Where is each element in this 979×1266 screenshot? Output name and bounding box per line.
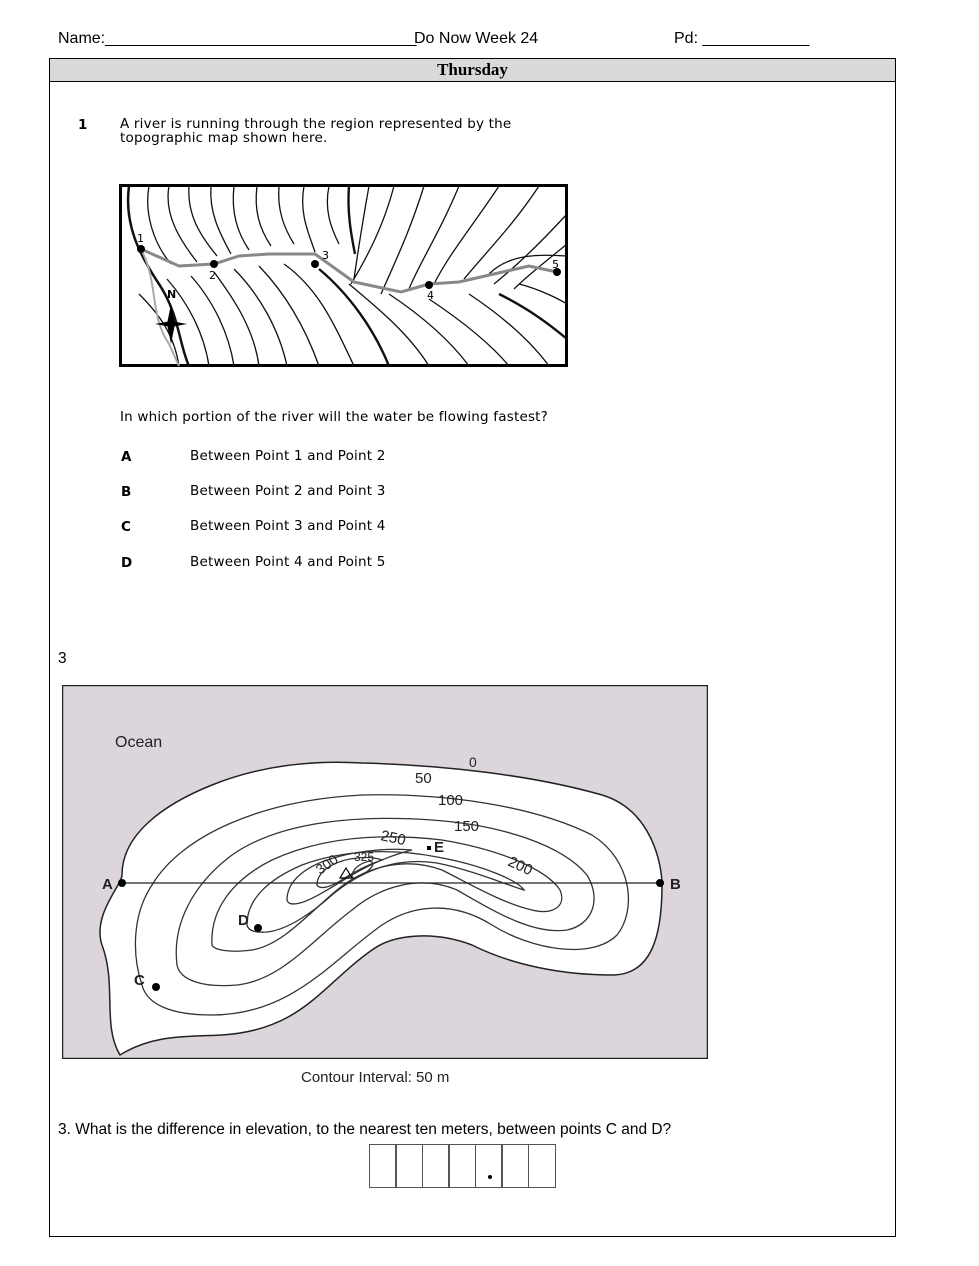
contour-interval-caption: Contour Interval: 50 m	[301, 1069, 450, 1086]
q1-stem-line1: A river is running through the region represented by the	[120, 116, 512, 132]
q1-prompt: In which portion of the river will the water be flowing fastest?	[120, 409, 549, 425]
north-label: N	[167, 288, 177, 301]
map-label-4: 4	[427, 289, 434, 302]
river-topographic-map	[119, 184, 569, 368]
q1-option-a[interactable]: Between Point 1 and Point 2	[190, 448, 386, 464]
contour-50: 50	[415, 770, 432, 787]
answer-box[interactable]	[422, 1144, 450, 1188]
q1-option-d-letter: D	[121, 555, 133, 571]
contour-250: 250	[379, 827, 408, 850]
map-label-3: 3	[322, 249, 329, 262]
q1-option-b[interactable]: Between Point 2 and Point 3	[190, 483, 386, 499]
answer-box[interactable]	[369, 1144, 397, 1188]
q1-stem-line2: topographic map shown here.	[120, 130, 328, 146]
q1-option-b-letter: B	[121, 484, 132, 500]
q3-question: 3. What is the difference in elevation, to the nearest ten meters, between points C and D?	[58, 1121, 672, 1138]
island-contour-map	[62, 685, 708, 1059]
q3-number: 3	[58, 650, 67, 667]
decimal-point-dot	[488, 1175, 492, 1179]
answer-box[interactable]	[395, 1144, 423, 1188]
q1-option-a-letter: A	[121, 449, 132, 465]
contour-0: 0	[469, 754, 477, 770]
point-b-label: B	[670, 876, 681, 893]
point-e-label: E	[434, 839, 445, 856]
q1-option-c-letter: C	[121, 519, 132, 535]
period-field-label: Pd: ____________	[674, 30, 810, 47]
day-heading: Thursday	[50, 59, 895, 82]
contour-100: 100	[438, 792, 464, 809]
answer-box[interactable]	[501, 1144, 529, 1188]
name-field-label: Name:___________________________________	[58, 30, 417, 47]
answer-grid[interactable]	[370, 1144, 556, 1188]
worksheet-title: Do Now Week 24	[414, 30, 539, 47]
ocean-label: Ocean	[115, 734, 163, 751]
map-label-2: 2	[209, 269, 216, 282]
q1-option-c[interactable]: Between Point 3 and Point 4	[190, 518, 386, 534]
contour-150: 150	[454, 818, 480, 835]
map-label-5: 5	[552, 258, 559, 271]
point-c-label: C	[134, 972, 145, 989]
contour-325: 325	[354, 850, 375, 864]
point-d-label: D	[238, 912, 249, 929]
q1-number: 1	[78, 117, 88, 133]
q1-option-d[interactable]: Between Point 4 and Point 5	[190, 554, 386, 570]
contour-200: 200	[505, 853, 536, 880]
answer-box[interactable]	[528, 1144, 556, 1188]
answer-box[interactable]	[448, 1144, 476, 1188]
contour-300: 300	[312, 850, 341, 878]
point-a-label: A	[102, 876, 113, 893]
answer-box[interactable]	[475, 1144, 503, 1188]
map-label-1: 1	[137, 232, 144, 245]
